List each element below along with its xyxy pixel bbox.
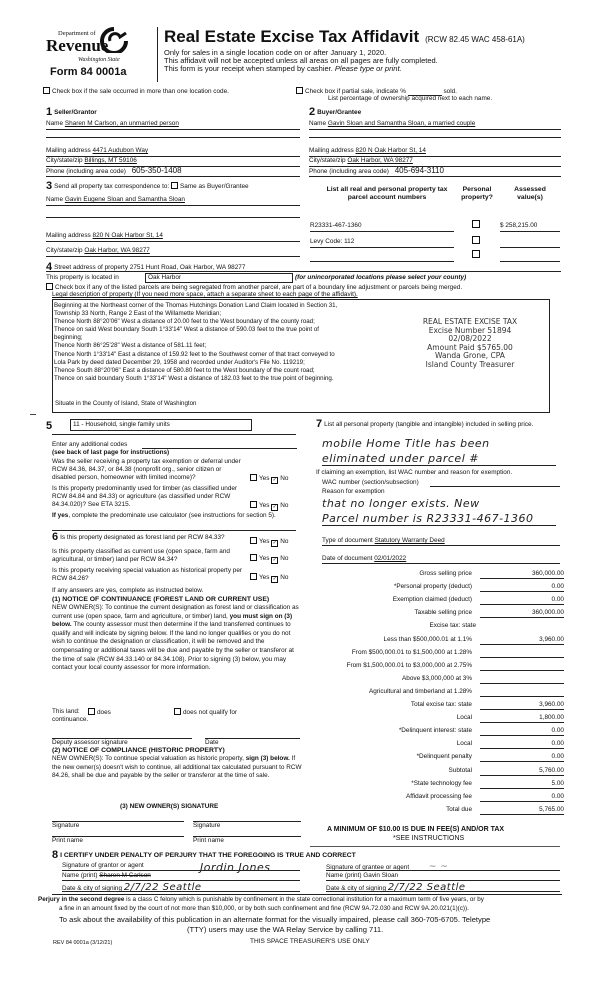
does-label: does [97, 709, 111, 716]
date-city-label: Date & city of signing [62, 885, 123, 892]
grantee-date-city: 2/7/22 Seattle [387, 882, 466, 893]
tax-value[interactable]: 3,960.00 [480, 701, 564, 710]
forest-answer[interactable] [250, 537, 288, 547]
document-date: 02/01/2022 [374, 555, 407, 562]
personal-property-label [316, 420, 562, 429]
document-type-field[interactable] [322, 537, 560, 546]
no-label: No [280, 574, 289, 581]
stamp-line: Amount Paid $5765.00 [427, 342, 513, 352]
buyer-name-field[interactable] [309, 120, 561, 130]
tax-value[interactable]: 0.00 [480, 740, 564, 749]
tax-label: Agricultural and timberland at 1.28% [368, 687, 472, 695]
tax-value[interactable]: 360,000.00 [480, 570, 564, 579]
exemption-label: If claiming an exemption, list WAC number and reason for exemption. [316, 469, 513, 476]
no-checkbox-checked[interactable]: ✓ [272, 540, 277, 546]
name-print-label: Name (print) [62, 872, 98, 879]
exemption-question: Was the seller receiving a property tax exemption or deferral under RCW 84.36, 84.37, or 84.38 (nonprofit org., senior citizen or disabled person, homeowner with limited income)? [52, 458, 241, 482]
stamp-line: 02/08/2022 [448, 334, 492, 344]
handwritten-grantor-signature: Jordin Jones [200, 861, 271, 874]
stamp-line: Island County Treasurer [425, 359, 515, 369]
section-number: 1 [46, 106, 53, 118]
new-owner-signature-2[interactable]: Signature [193, 821, 301, 829]
yes-checkbox[interactable] [250, 474, 257, 481]
checkbox[interactable] [296, 87, 303, 94]
grantee-name: Gavin Sloan [363, 872, 399, 879]
exemption-answer[interactable] [250, 474, 288, 484]
grantee-signature-field[interactable] [326, 862, 560, 871]
tax-label: Subtotal [448, 766, 472, 774]
parcel-header-line2: parcel account numbers [347, 194, 427, 201]
seller-name: Sharen M Carlson, an unmarried person [64, 120, 179, 127]
checkbox[interactable] [88, 708, 95, 715]
legal-line: Thence North 1°33'14" East a distance of 159.92 feet to the Southwest corner of that tract conveyed to [54, 350, 335, 358]
checkbox[interactable] [46, 283, 53, 290]
legal-description-box[interactable] [52, 299, 550, 413]
tax-row [310, 688, 560, 698]
tax-label: Local [456, 740, 472, 748]
reason-label: Reason for exemption [322, 488, 385, 495]
buyer-heading-label: Buyer/Grantee [317, 109, 362, 116]
tax-label: From $500,000.01 to $1,500,000 at 1.28% [351, 648, 472, 656]
use-code-select[interactable]: 11 - Household, single family units [70, 419, 252, 431]
multi-location-label: Check box if the sale occurred in more than one location code. [52, 88, 229, 95]
form-title: Real Estate Excise Tax Affidavit [164, 27, 420, 46]
yes-checkbox[interactable] [250, 537, 257, 544]
seller-phone-field[interactable] [46, 166, 300, 177]
seller-name-line-2 [46, 137, 300, 138]
section-number: 5 [46, 420, 53, 432]
no-checkbox-checked[interactable]: ✓ [272, 576, 277, 582]
seller-mailing-field[interactable] [46, 147, 300, 157]
revenue-logo-text: Revenue [46, 36, 109, 55]
assessed-value[interactable] [500, 238, 560, 248]
city-label: City/state/zip [46, 157, 83, 164]
date-city-label: Date & city of signing [326, 885, 387, 892]
certify-heading [52, 849, 356, 861]
notice-continuance-title: (1) NOTICE OF CONTINUANCE (FOREST LAND OR CURRENT USE) [52, 596, 270, 603]
seller-mailing: 4471 Audubon Way [92, 147, 149, 154]
buyer-mailing-field[interactable] [309, 147, 561, 157]
deputy-assessor-signature[interactable]: Deputy assessor signature [52, 738, 192, 746]
revenue-logo-icon [100, 27, 128, 53]
perjury-notice [38, 896, 484, 903]
title-row [164, 27, 525, 47]
doc-date-label: Date of document [322, 555, 373, 562]
yes-label: Yes [259, 574, 270, 581]
tax-value[interactable]: 360,000.00 [480, 609, 564, 618]
tax-label: Less than $500,000.01 at 1.1% [383, 635, 472, 643]
city-label: City/state/zip [309, 157, 346, 164]
tax-label: Local [456, 714, 472, 722]
tax-row [310, 714, 564, 724]
parcel-header [316, 186, 458, 202]
revision-number: REV 84 0001a (3/12/21) [53, 940, 113, 946]
tax-value[interactable] [480, 649, 564, 658]
section5-divider [52, 434, 296, 435]
additional-codes-field[interactable] [142, 441, 297, 449]
doc-type-label: Type of document [322, 537, 373, 544]
legal-line: Thence on said West boundary South 1°33'14" West a distance of 590.03 feet to the true point of [54, 326, 319, 334]
notice-text: If the new owner(s) doesn't wish to continue, all additional tax calculated pursuant to RCW 84.26, shall be due and payable by the seller or transferor at the time of sale. [52, 755, 302, 780]
does-not-label: does not qualify for [183, 709, 237, 716]
yes-checkbox[interactable] [250, 554, 257, 561]
certify-text: I CERTIFY UNDER PENALTY OF PERJURY THAT THE FOREGOING IS TRUE AND CORRECT [60, 852, 356, 859]
buyer-name-line-2 [309, 137, 561, 138]
grantee-date-field[interactable] [326, 882, 560, 892]
forest-question: Is this property designated as forest land per RCW 84.33? [60, 534, 225, 541]
correspondence-name: Gavin Eugene Sloan and Samantha Sloan [64, 196, 185, 203]
parcel-number[interactable]: Levy Code: 112 [310, 238, 454, 248]
type-or-print: Please type or print. [334, 64, 402, 73]
tax-value[interactable]: 3,960.00 [480, 636, 564, 645]
current-use-answer[interactable] [250, 554, 288, 564]
checkbox[interactable] [174, 708, 181, 715]
continuance-label: continuance. [52, 716, 89, 723]
no-checkbox-checked[interactable]: ✓ [272, 477, 277, 483]
segregated-label: Check box if any of the listed parcels are being segregated from another parcel, are part of a boundary line adjustment or parcels being merged. [55, 284, 463, 291]
notice-compliance-text [52, 755, 302, 781]
grantor-sig-label: Signature of grantor or agent [62, 862, 144, 869]
personal-header-line1: Personal [462, 186, 492, 193]
buyer-phone: 405-694-3110 [394, 166, 444, 175]
predominate-use-note [52, 512, 287, 520]
treasurer-stamp [415, 318, 525, 370]
correspondence-city-field[interactable] [46, 247, 300, 257]
correspondence-heading [46, 180, 249, 192]
percentage-note: List percentage of ownership acquired next to each name. [328, 95, 493, 102]
historic-answer[interactable] [250, 573, 288, 583]
tax-value[interactable]: 5,760.00 [480, 767, 564, 776]
partial-sale-label: Check box if partial sale, indicate % [305, 88, 406, 95]
does-not-qualify-option[interactable] [174, 708, 237, 716]
document-type: Statutory Warranty Deed [374, 537, 445, 544]
minimum-due-notice: A MINIMUM OF $10.00 IS DUE IN FEE(S) AND/OR TAX [327, 826, 505, 833]
personal-property-header [458, 186, 496, 202]
receipt-note: This form is your receipt when stamped by cashier. [164, 64, 335, 73]
stamp-line: Excise Number 51894 [428, 325, 512, 335]
checkbox[interactable] [472, 250, 480, 258]
personal-property-checkbox[interactable] [472, 220, 482, 229]
correspondence-label: Send all property tax correspondence to: [54, 183, 170, 190]
correspondence-city: Oak Harbor, WA 98277 [84, 247, 150, 254]
header-divider [157, 27, 158, 82]
no-label: No [280, 538, 289, 545]
street-address-field[interactable] [46, 261, 561, 272]
new-owner-print-name-2[interactable]: Print name [193, 836, 301, 844]
new-owner-signature-title: (3) NEW OWNER(S) SIGNATURE [120, 803, 219, 810]
tax-label: Taxable selling price [414, 609, 472, 617]
grantor-date-city: 2/7/22 Seattle [123, 882, 202, 893]
legal-line: Lola Park by deed dated December 29, 1958 and recorded under Auditor's File No. 119219; [54, 358, 305, 366]
dept-of: Department of [58, 30, 96, 37]
stamp-line: REAL ESTATE EXCISE TAX [422, 317, 518, 326]
city-label: City/state/zip [46, 247, 83, 254]
accessibility-notice: To ask about the availability of this publication in an alternate format for the visually impaired, please call 360-705-6705. Teletype [59, 915, 491, 924]
notice-text: NEW OWNER(S): To continue the current designation as forest land or classification as current use (open space, farm and agriculture, or timber) land, [52, 604, 299, 620]
name-print-label: Name (print) [326, 872, 362, 879]
notice-compliance-title: (2) NOTICE OF COMPLIANCE (HISTORIC PROPERTY) [52, 747, 225, 754]
sold-label: sold. [443, 88, 457, 95]
additional-codes-note: (see back of last page for instructions) [52, 449, 170, 456]
perjury-bold: Perjury in the second degree [38, 896, 125, 903]
legal-line: beginning; [54, 334, 83, 342]
tax-value[interactable] [480, 675, 564, 684]
tax-row [310, 805, 564, 816]
section-number: 3 [46, 180, 53, 192]
tax-label: *State technology fee [411, 779, 472, 787]
tax-label: Gross selling price [419, 570, 472, 577]
tax-value[interactable]: 0.00 [480, 793, 564, 802]
timber-answer[interactable] [250, 501, 288, 511]
legal-description-label: Legal description of property (If you need more space, attach a separate sheet to each page of the affidavit). [52, 291, 358, 298]
multi-location-checkbox-row[interactable] [43, 87, 229, 95]
street-address: 2751 Hunt Road, Oak Harbor, WA 98277 [129, 264, 246, 271]
tax-label: *Delinquent interest: state [398, 727, 472, 735]
document-date-field[interactable] [322, 555, 560, 564]
location-note: (for unincorporated locations please select your county) [295, 274, 467, 281]
seller-phone: 605-350-1408 [131, 166, 182, 175]
divider [52, 894, 562, 895]
seller-heading [46, 106, 97, 118]
no-label: No [280, 475, 289, 482]
notice-text: The county assessor must then determine if the land transferred continues to qualify and will indicate by signing below. If the land no longer qualifies or you do not wish to continue the designation or classification, it will be removed and the compensating or additional taxes will be due and payable by the seller or transferor at the time of sale (RCW 84.33.140 or 84.34.108). Prior to signing (3) below, you may contact your local county assessor for more information. [52, 621, 294, 672]
treasurer-use-area: THIS SPACE TREASURER'S USE ONLY [250, 938, 370, 945]
tax-row [310, 740, 564, 750]
wac-label: WAC number (section/subsection) [322, 479, 419, 486]
yes-checkbox[interactable] [250, 573, 257, 580]
new-owner-signature-1[interactable]: Signature [52, 821, 184, 829]
personal-property-text: List all personal property (tangible and intangible) included in selling price. [324, 421, 534, 428]
handwritten-personal-property: mobile Home Title has been [322, 437, 490, 450]
tax-value[interactable]: 5,765.00 [480, 806, 564, 815]
no-label: No [280, 502, 289, 509]
if-yes: If yes [52, 512, 69, 519]
name-label: Name [46, 196, 64, 203]
tax-row [310, 766, 564, 777]
perjury-text-2: a fine in an amount fixed by the court of not more than $10,000, or by both such confinement and fine (RCW 9A.72.030 and RCW 9A.20.021(1)(c)). [59, 905, 469, 912]
mailing-label: Mailing address [309, 147, 354, 154]
tax-row [310, 649, 560, 659]
tax-label: Excise tax: state [429, 622, 476, 630]
seller-heading-label: Seller/Grantor [54, 109, 97, 116]
this-land-label: This land: [52, 708, 80, 715]
personal-property-checkbox[interactable] [472, 250, 482, 259]
legal-line: Beginning at the Northeast corner of the Thomas Hutchings Donation Land Claim located in Section 31, [54, 302, 338, 309]
phone-label: Phone (including area code) [46, 168, 126, 175]
wac-field[interactable] [430, 479, 560, 487]
yes-label: Yes [259, 475, 270, 482]
tax-value[interactable]: 0.00 [480, 753, 564, 762]
new-owner-print-name-1[interactable]: Print name [52, 836, 184, 844]
handwritten-reason: that no longer exists. New [322, 497, 480, 510]
must-sign: you must sign on (3) below. [52, 612, 293, 629]
section-number: 8 [52, 849, 59, 861]
segregated-row[interactable] [46, 283, 462, 291]
correspondence-name-line-2 [46, 217, 300, 218]
tax-label: *Delinquent penalty [416, 753, 472, 761]
no-checkbox-checked[interactable]: ✓ [272, 504, 277, 510]
assessed-value[interactable]: $ 258,215.00 [500, 222, 560, 232]
notice-continuance-text [52, 604, 302, 673]
tax-label: Total due [446, 805, 472, 813]
tax-label: From $1,500,000.01 to $3,000,000 at 2.75% [346, 661, 472, 669]
no-checkbox-checked[interactable]: ✓ [272, 557, 277, 563]
personal-property-checkbox[interactable] [472, 236, 482, 245]
yes-label: Yes [259, 538, 270, 545]
timber-question: Is this property predominantly used for timber (as classified under RCW 84.84 and 84.33) or agriculture (as classified under RCW 84.34.020)? See ETA 3215. [52, 485, 238, 509]
grantee-sig-label: Signature of grantee or agent [326, 864, 410, 871]
tax-value[interactable]: 5.00 [480, 780, 564, 789]
legal-line: Thence South 88°20'06" East a distance of 580.80 feet to the West boundary of the count road; [54, 366, 315, 374]
buyer-name: Gavin Sloan and Samantha Sloan, a married couple [327, 120, 476, 127]
tax-row [310, 792, 564, 803]
yes-label: Yes [259, 555, 270, 562]
assessed-header-line2: value(s) [517, 194, 543, 201]
divider [310, 846, 560, 847]
correspondence-mailing-field[interactable] [46, 232, 300, 242]
perjury-text: is a class C felony which is punishable by confinement in the state correctional institution for a maximum term of five years, or by [124, 896, 484, 903]
forest-question-row [52, 533, 247, 542]
mailing-label: Mailing address [46, 232, 91, 239]
grantor-name-struck: Sharen M Carlson [99, 872, 151, 879]
personal-header-line2: property? [461, 194, 493, 201]
same-as-buyer-checkbox[interactable] [171, 182, 178, 189]
washington-state: Washington State [78, 57, 120, 63]
tax-row [310, 675, 560, 685]
additional-codes-label: Enter any additional codes [52, 441, 128, 448]
tax-value[interactable]: 0.00 [480, 583, 564, 592]
tax-label: Above $3,000,000 at 3% [402, 674, 472, 682]
seller-city: Billings, MT 59106 [84, 157, 137, 164]
no-label: No [280, 555, 289, 562]
same-as-buyer-label: Same as Buyer/Grantee [180, 183, 249, 190]
parcel-header-line1: List all real and personal property tax [326, 186, 448, 193]
legal-line: Thence North 86°25'28" West a distance of 581.11 feet; [54, 342, 207, 350]
grantee-name-field[interactable] [326, 872, 560, 881]
tax-value[interactable]: 0.00 [480, 727, 564, 736]
handwritten-reason: Parcel number is R23331-467-1360 [322, 512, 556, 526]
yes-checkbox[interactable] [250, 501, 257, 508]
buyer-heading [309, 106, 361, 118]
phone-label: Phone (including area code) [309, 168, 389, 175]
if-yes-instructions: If any answers are yes, complete as instructed below. [52, 587, 204, 594]
legal-line: Thence North 88°20'06" West a distance of 20.00 feet to the West boundary of the county road; [54, 318, 315, 326]
grantee-signature-scribble: ~ ~ [428, 862, 449, 872]
section-number: 4 [46, 261, 53, 273]
header-note-1: Only for sales in a single location code on or after January 1, 2020. [164, 48, 387, 57]
correspondence-mailing: 820 N Oak Harbor St, 14 [92, 232, 163, 239]
buyer-city: Oak Harbor, WA 98277 [347, 157, 413, 164]
handwritten-personal-property: eliminated under parcel # [322, 452, 556, 466]
grantor-date-field[interactable] [62, 882, 300, 892]
situate: Situate in the County of Island, State of Washington [55, 400, 197, 407]
rcw-reference: (RCW 82.45 WAC 458-61A) [425, 35, 525, 44]
tax-label: Exemption claimed (deduct) [392, 596, 472, 604]
header-note-2: This affidavit will not be accepted unless all areas on all pages are fully completed. [164, 56, 438, 65]
legal-line: Township 33 North, Range 2 East of the Willamette Meridian; [54, 310, 222, 318]
tax-label: Affidavit processing fee [406, 792, 472, 800]
checkbox[interactable] [472, 220, 480, 228]
tax-row [310, 609, 564, 619]
legal-line: Thence on said boundary South 1°33'14" West a distance of 182.03 feet to the true point of beginning. [54, 374, 334, 382]
name-label: Name [309, 120, 327, 127]
tax-row [310, 622, 560, 632]
tax-row [310, 635, 564, 646]
located-label: This property is located in [46, 274, 119, 281]
predominate-use-text: , complete the predominate use calculator (see instructions for section 5). [68, 512, 276, 519]
tax-label: Total excise tax: state [410, 701, 472, 708]
tax-row [310, 779, 564, 790]
buyer-mailing: 820 N Oak Harbor St, 14 [355, 147, 426, 154]
does-qualify-option[interactable] [88, 708, 111, 716]
checkbox[interactable] [43, 87, 50, 94]
tax-row [310, 753, 564, 763]
section-number: 7 [316, 418, 323, 430]
current-use-question: Is this property classified as current use (open space, farm and agricultural, or timber) land per RCW 84.34? [52, 548, 230, 564]
margin-mark [30, 414, 36, 415]
seller-name-field[interactable] [46, 120, 300, 130]
tax-value[interactable]: 1,800.00 [480, 714, 564, 723]
historic-question: Is this property receiving special valuation as historical property per RCW 84.26? [52, 567, 243, 583]
tax-value[interactable]: 0.00 [480, 596, 564, 605]
tax-row [310, 701, 564, 711]
tax-value[interactable] [480, 688, 564, 697]
tax-row [310, 583, 564, 593]
parcel-number[interactable]: R23331-467-1360 [310, 222, 454, 232]
assessed-header-line1: Assessed [514, 186, 546, 193]
assessed-value-header [500, 186, 560, 202]
section-number: 6 [52, 531, 59, 543]
location-select[interactable]: Oak Harbor [145, 273, 293, 283]
tax-row [310, 570, 564, 580]
notice-text: NEW OWNER(S): To continue special valuation as historic property, [52, 755, 246, 762]
correspondence-name-field[interactable] [46, 196, 300, 206]
accessibility-notice-2: (TTY) users may use the WA Relay Service by calling 711. [187, 925, 384, 934]
name-label: Name [46, 120, 64, 127]
header-note-3 [164, 64, 402, 73]
tax-label: *Personal property (deduct) [393, 583, 472, 591]
yes-label: Yes [259, 502, 270, 509]
legal-description-text [54, 302, 337, 383]
tax-row [310, 596, 564, 606]
see-instructions: *SEE INSTRUCTIONS [393, 835, 465, 842]
tax-row [310, 662, 560, 672]
stamp-line: Wanda Grone, CPA [435, 351, 505, 361]
street-label: Street address of property [54, 264, 129, 271]
mailing-label: Mailing address [46, 147, 91, 154]
section-number: 2 [309, 106, 316, 118]
deputy-date[interactable]: Date [205, 738, 300, 746]
buyer-phone-field[interactable] [309, 166, 561, 177]
tax-row [310, 727, 564, 737]
sign-below: sign (3) below. [245, 755, 290, 762]
checkbox[interactable] [472, 236, 480, 244]
form-number: Form 84 0001a [50, 66, 127, 78]
section6-divider [52, 530, 296, 531]
tax-value[interactable] [480, 662, 564, 671]
